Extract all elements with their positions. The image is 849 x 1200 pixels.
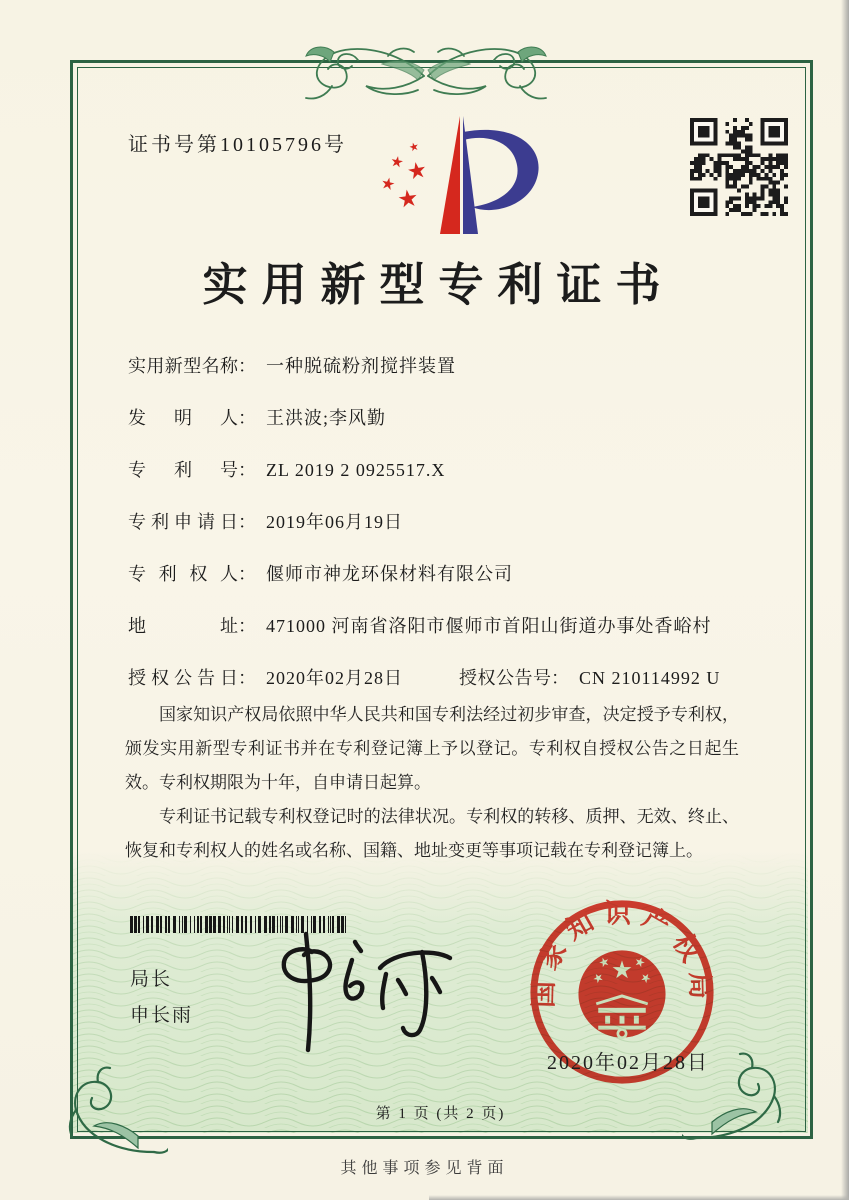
signer-name: 申长雨 bbox=[130, 1005, 194, 1026]
field-label: 专利申请日 bbox=[128, 512, 238, 532]
certificate-number: 证书号第10105796号 bbox=[128, 134, 347, 156]
cnipa-logo-icon bbox=[366, 110, 554, 248]
seal-date: 2020年02月28日 bbox=[547, 1052, 709, 1074]
signer-title: 局长 bbox=[130, 969, 173, 990]
legal-paragraph-1: 国家知识产权局依照中华人民共和国专利法经过初步审查，决定授予专利权，颁发实用新型专利证书并在专利登记簿上予以登记。专利权自授权公告之日起生效。专利权期限为十年，自申请日起算。 bbox=[125, 705, 739, 792]
field-list bbox=[128, 355, 788, 689]
field-grant-number: 授权公告号 ： CN 210114992 U bbox=[459, 668, 721, 688]
field-value: 王洪波;李风勤 bbox=[266, 408, 387, 428]
field-label: 发明人 bbox=[128, 408, 238, 428]
seal-text: 国家知识产权局 bbox=[528, 898, 716, 1009]
corner-ornament-icon bbox=[56, 1066, 168, 1158]
signature bbox=[234, 922, 480, 1062]
field-patentee: 专利权人 ： 偃师市神龙环保材料有限公司 bbox=[128, 564, 513, 584]
legal-text bbox=[125, 698, 739, 868]
field-label: 专利权人 bbox=[128, 564, 238, 584]
field-address: 地址 ： 471000 河南省洛阳市偃师市首阳山街道办事处香峪村 bbox=[128, 616, 712, 636]
field-value: CN 210114992 U bbox=[579, 668, 721, 688]
back-side-note: 其他事项参见背面 bbox=[340, 1160, 509, 1177]
field-grant-date: 授权公告日 ： 2020年02月28日 授权公告号 ： CN 210114992 U bbox=[128, 668, 721, 688]
field-utility-model-name: 实用新型名称 ： 一种脱硫粉剂搅拌装置 bbox=[128, 356, 456, 376]
page-number: 第 1 页 (共 2 页) bbox=[375, 1106, 506, 1122]
field-value: 一种脱硫粉剂搅拌装置 bbox=[266, 356, 456, 376]
field-inventor: 发明人 ： 王洪波;李风勤 bbox=[128, 408, 387, 428]
qr-code bbox=[690, 118, 788, 216]
field-label: 实用新型名称 bbox=[128, 356, 238, 376]
field-label: 授权公告日 bbox=[128, 668, 238, 688]
field-value: ZL 2019 2 0925517.X bbox=[266, 460, 446, 480]
scan-edge-shadow bbox=[841, 0, 849, 1200]
signer-block bbox=[130, 970, 193, 1025]
national-emblem-icon bbox=[578, 950, 665, 1039]
field-patent-number: 专利号 ： ZL 2019 2 0925517.X bbox=[128, 460, 446, 480]
field-value: 偃师市神龙环保材料有限公司 bbox=[266, 564, 513, 584]
scan-bottom-shadow bbox=[429, 1195, 849, 1200]
field-label: 地址 bbox=[128, 616, 238, 636]
field-value: 471000 河南省洛阳市偃师市首阳山街道办事处香峪村 bbox=[266, 616, 712, 636]
dragon-ornament-icon bbox=[292, 40, 560, 106]
field-application-date: 专利申请日 ： 2019年06月19日 bbox=[128, 512, 403, 532]
legal-paragraph-2: 专利证书记载专利权登记时的法律状况。专利权的转移、质押、无效、终止、恢复和专利权人的姓名或名称、国籍、地址变更等事项记载在专利登记簿上。 bbox=[125, 807, 739, 860]
field-label: 授权公告号 bbox=[459, 668, 551, 688]
field-value: 2019年06月19日 bbox=[266, 512, 403, 532]
field-value: 2020年02月28日 bbox=[266, 668, 403, 688]
field-label: 专利号 bbox=[128, 460, 238, 480]
certificate-title: 实用新型专利证书 bbox=[202, 260, 675, 310]
